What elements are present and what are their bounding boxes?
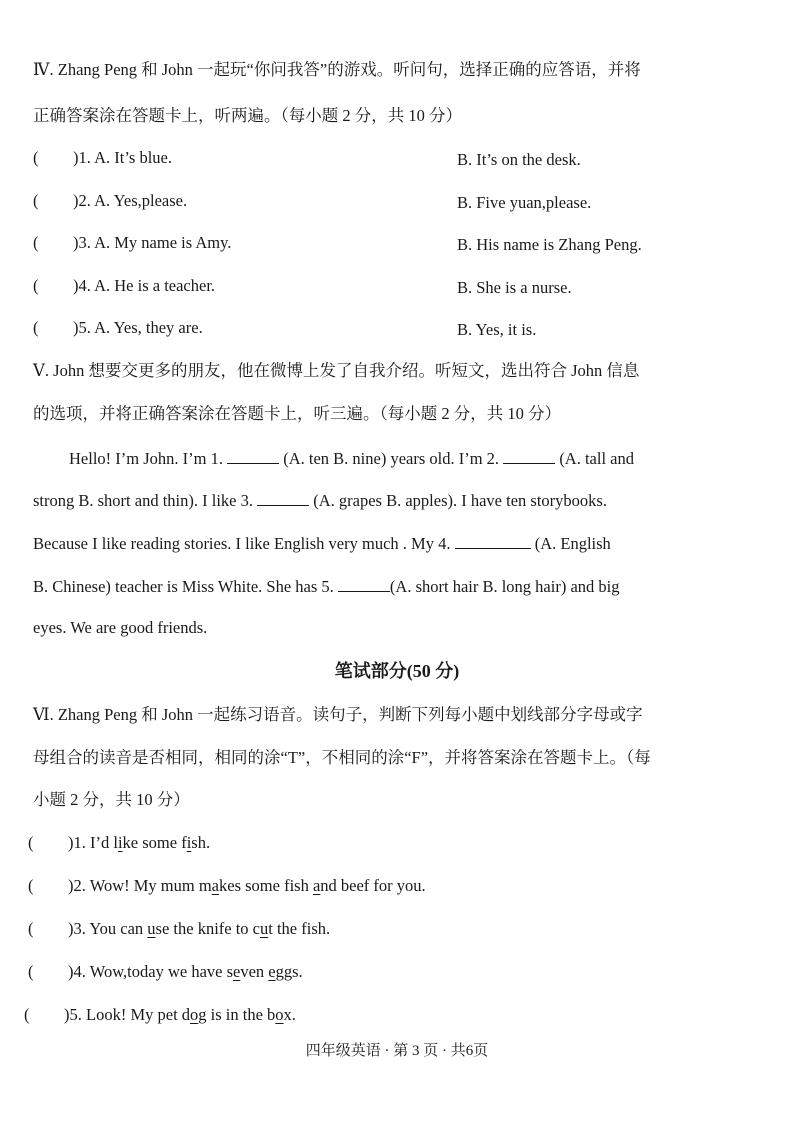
s4-q1-option-a: )1. A. It’s blue.: [73, 148, 172, 167]
s4-q5-option-a: )5. A. Yes, they are.: [73, 318, 203, 337]
s4-q2-option-b: B. Five yuan,please.: [457, 193, 592, 212]
answer-paren[interactable]: (: [28, 919, 34, 938]
blank-4[interactable]: [455, 532, 531, 549]
underlined-letter: e: [233, 962, 241, 981]
s4-q1-option-b: B. It’s on the desk.: [457, 150, 581, 169]
passage-line1: Hello! I’m John. I’m 1. (A. ten B. nine) years old. I’m 2. (A. tall and: [69, 449, 634, 468]
section6-instruction-line1: Ⅵ. Zhang Peng 和 John 一起练习语音。读句子，判断下列每小题中划线部分字母或字: [33, 705, 643, 724]
s4-q4-option-b: B. She is a nurse.: [457, 278, 572, 297]
s6-q1: ( )1. I’d like some fish.: [28, 833, 211, 852]
s4-q1-left: [33, 147, 172, 169]
s6-q2: ( )2. Wow! My mum makes some fish and beef for you.: [28, 876, 426, 895]
s4-q2-option-a: )2. A. Yes,please.: [73, 191, 188, 210]
underlined-letter: o: [190, 1005, 199, 1024]
answer-paren[interactable]: (: [28, 833, 34, 852]
blank-1[interactable]: [227, 447, 279, 464]
answer-paren[interactable]: (: [33, 233, 39, 252]
answer-paren[interactable]: (: [33, 148, 39, 167]
s4-q5-left: [33, 317, 203, 339]
section6-instruction-line3: 小题 2 分，共 10 分）: [33, 790, 190, 809]
section4-instruction-line1: Ⅳ. Zhang Peng 和 John 一起玩“你问我答”的游戏。听问句，选择正确的应答语，并将: [33, 60, 641, 79]
s4-q3-option-a: )3. A. My name is Amy.: [73, 233, 232, 252]
underlined-letter: o: [275, 1005, 284, 1024]
section5-instruction-line1: Ⅴ. John 想要交更多的朋友，他在微博上发了自我介绍。听短文，选出符合 John 信息: [33, 361, 640, 380]
s6-q5: ( )5. Look! My pet dog is in the box.: [24, 1005, 296, 1024]
passage-line2: strong B. short and thin). I like 3. (A. grapes B. apples). I have ten storybooks.: [33, 491, 607, 510]
answer-paren[interactable]: (: [33, 276, 39, 295]
passage-line4: B. Chinese) teacher is Miss White. She has 5. (A. short hair B. long hair) and big: [33, 577, 620, 596]
blank-5[interactable]: [338, 575, 390, 592]
s4-q3-option-b: B. His name is Zhang Peng.: [457, 235, 642, 254]
underlined-letter: a: [312, 876, 321, 895]
answer-paren[interactable]: (: [33, 191, 39, 210]
answer-paren[interactable]: (: [24, 1005, 30, 1024]
s4-q4-left: [33, 275, 215, 297]
blank-3[interactable]: [257, 489, 309, 506]
s4-q2-left: [33, 190, 187, 212]
section4-instruction-line2: 正确答案涂在答题卡上，听两遍。（每小题 2 分，共 10 分）: [33, 106, 462, 125]
written-section-heading: 笔试部分(50 分): [334, 661, 460, 681]
underlined-letter: e: [268, 962, 276, 981]
answer-paren[interactable]: (: [28, 962, 34, 981]
underlined-letter: u: [147, 919, 156, 938]
section5-instruction-line2: 的选项，并将正确答案涂在答题卡上，听三遍。（每小题 2 分，共 10 分）: [33, 404, 561, 423]
underlined-letter: u: [260, 919, 269, 938]
underlined-letter: i: [186, 833, 192, 852]
section6-instruction-line2: 母组合的读音是否相同，相同的涂“T”，不相同的涂“F”，并将答案涂在答题卡上。（每: [33, 748, 651, 767]
passage-line3: Because I like reading stories. I like English very much . My 4. (A. English: [33, 534, 611, 553]
s6-q4: ( )4. Wow,today we have seven eggs.: [28, 962, 303, 981]
s4-q4-option-a: )4. A. He is a teacher.: [73, 276, 216, 295]
answer-paren[interactable]: (: [33, 318, 39, 337]
blank-2[interactable]: [503, 447, 555, 464]
answer-paren[interactable]: (: [28, 876, 34, 895]
page-footer: 四年级英语 · 第 3 页 · 共6页: [305, 1043, 489, 1059]
s6-q3: ( )3. You can use the knife to cut the fish.: [28, 919, 331, 938]
underlined-letter: a: [211, 876, 219, 895]
passage-line5: eyes. We are good friends.: [33, 618, 208, 637]
s4-q3-left: [33, 232, 231, 254]
underlined-letter: i: [117, 833, 123, 852]
s4-q5-option-b: B. Yes, it is.: [457, 320, 537, 339]
